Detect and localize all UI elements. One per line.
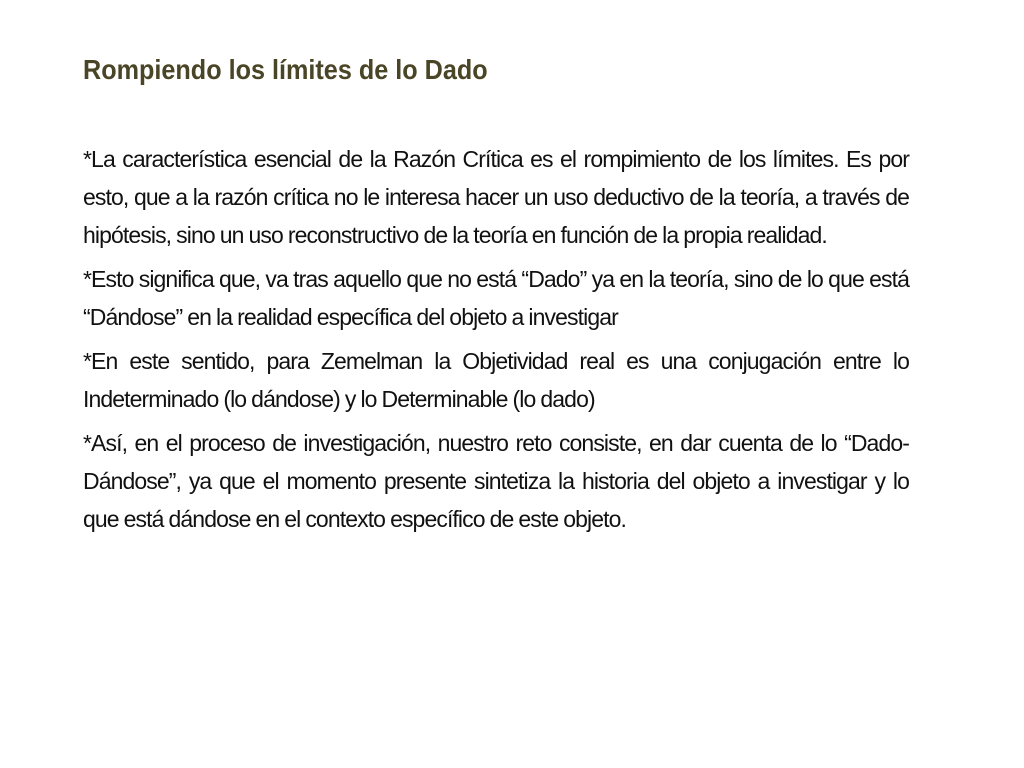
slide-body xyxy=(83,140,909,544)
slide-title: Rompiendo los límites de lo Dado xyxy=(83,54,488,85)
body-paragraph-1: *La característica esencial de la Razón Crítica es el rompimiento de los límites. Es por esto, que a la razón crítica no le interesa hacer un uso deductivo de la teoría, a través de hipótesis, sino un uso reconstructivo de la teoría en función de la propia realidad. xyxy=(83,146,909,248)
body-paragraph-2: *Esto significa que, va tras aquello que no está “Dado” ya en la teoría, sino de lo que está “Dándose” en la realidad específica del objeto a investigar xyxy=(83,266,909,330)
body-paragraph-4: *Así, en el proceso de investigación, nuestro reto consiste, en dar cuenta de lo “Dado-Dándose”, ya que el momento presente sintetiza la historia del objeto a investigar y lo que está dándose en el contexto específico de este objeto. xyxy=(83,430,909,532)
body-paragraph-3: *En este sentido, para Zemelman la Objetividad real es una conjugación entre lo Indeterminado (lo dándose) y lo Determinable (lo dado) xyxy=(83,348,909,412)
